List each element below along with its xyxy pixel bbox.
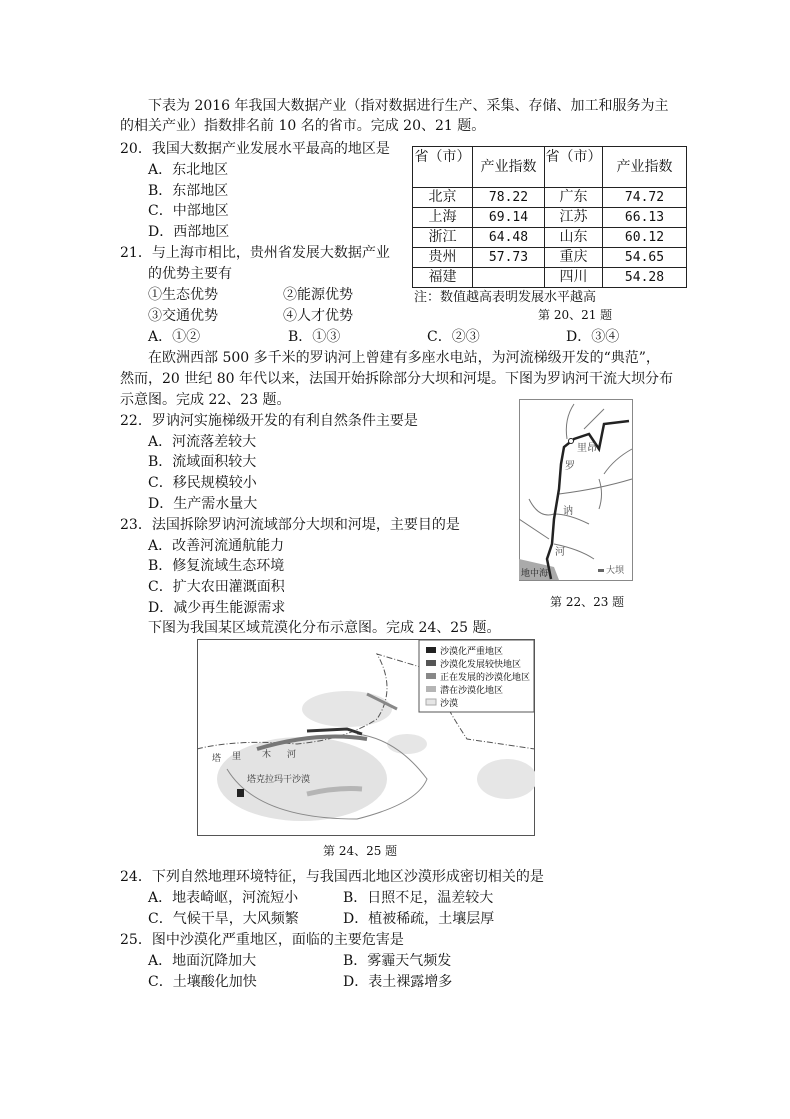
option: A．东北地区 [148, 162, 229, 178]
cell: 广东 [545, 188, 603, 208]
header-cell: 产业指数 [603, 147, 687, 188]
cell: 64.48 [473, 228, 545, 248]
option: D．西部地区 [148, 224, 230, 240]
cell: 四川 [545, 268, 603, 288]
table-row [413, 248, 687, 268]
rhone-river-map [519, 399, 633, 581]
option: B．①③ [288, 329, 341, 345]
map-legend [419, 640, 534, 712]
option: B．日照不足，温差较大 [343, 890, 494, 906]
item: ④人才优势 [283, 308, 353, 324]
question-22: 22．罗讷河实施梯级开发的有利自然条件主要是 [120, 413, 418, 429]
option: B．东部地区 [148, 183, 229, 199]
legend-label: 潜在沙漠化地区 [440, 686, 504, 696]
legend-label: 沙漠化严重地区 [440, 647, 504, 657]
option: B．雾霾天气频发 [343, 953, 452, 969]
map-caption: 第 22、23 题 [550, 595, 625, 609]
map-label: 河 [555, 547, 565, 558]
header-cell: 产业指数 [473, 147, 545, 188]
option: C．移民规模较小 [148, 475, 257, 491]
legend-swatch [426, 647, 436, 653]
intro-text: 然而，20 世纪 80 年代以来，法国开始拆除部分大坝和河堤。下图为罗讷河干流大坝分布 [120, 371, 673, 387]
map-label: 河 [287, 750, 297, 760]
question-24: 24．下列自然地理环境特征，与我国西北地区沙漠形成密切相关的是 [120, 869, 544, 885]
map-label: 里昂 [577, 443, 597, 454]
map-label: 讷 [563, 506, 573, 517]
map-label: 地中海 [521, 569, 549, 579]
option: D．生产需水量大 [148, 496, 258, 512]
item: ①生态优势 [148, 287, 218, 303]
table-caption: 第 20、21 题 [538, 308, 613, 322]
cell: 74.72 [603, 188, 687, 208]
question-21-cont: 的优势主要有 [148, 266, 232, 282]
question-21: 21．与上海市相比，贵州省发展大数据产业 [120, 245, 390, 261]
option: A．改善河流通航能力 [148, 538, 285, 554]
option: C．扩大农田灌溉面积 [148, 579, 285, 595]
map-label: 塔 [212, 754, 222, 764]
dam-legend-icon [598, 569, 604, 572]
option: A．地面沉降加大 [148, 953, 257, 969]
option: A．①② [148, 329, 201, 345]
cell [473, 268, 545, 288]
table-row [413, 268, 687, 288]
question-20: 20．我国大数据产业发展水平最高的地区是 [120, 141, 390, 157]
intro-text: 的相关产业）指数排名前 10 名的省市。完成 20、21 题。 [120, 118, 486, 134]
question-25: 25．图中沙漠化严重地区，面临的主要危害是 [120, 932, 404, 948]
map-label: 塔克拉玛干沙漠 [247, 775, 311, 785]
option: C．气候干旱，大风频繁 [148, 911, 299, 927]
table-header [413, 147, 687, 188]
map-label: 罗 [565, 461, 575, 472]
map-label: 里 [232, 752, 242, 762]
cell: 浙江 [413, 228, 473, 248]
lyon-marker [569, 439, 574, 444]
option: C．中部地区 [148, 203, 229, 219]
option: D．减少再生能源需求 [148, 600, 286, 616]
legend-label: 大坝 [606, 566, 625, 576]
cell: 69.14 [473, 208, 545, 228]
option: B．流域面积较大 [148, 454, 257, 470]
option: A．地表崎岖，河流短小 [148, 890, 299, 906]
cell: 78.22 [473, 188, 545, 208]
option: D．植被稀疏，土壤层厚 [343, 911, 495, 927]
table-note: 注：数值越高表明发展水平越高 [414, 290, 597, 305]
question-23: 23．法国拆除罗讷河流域部分大坝和河堤，主要目的是 [120, 517, 460, 533]
cell: 江苏 [545, 208, 603, 228]
legend-label: 沙漠化发展较快地区 [440, 660, 522, 670]
option: A．河流落差较大 [148, 434, 257, 450]
cell: 山东 [545, 228, 603, 248]
map-caption: 第 24、25 题 [323, 844, 398, 858]
legend-swatch [426, 660, 436, 666]
intro-text: 示意图。完成 22、23 题。 [120, 392, 291, 408]
legend-swatch [426, 686, 436, 692]
header-cell: 省（市） [413, 147, 473, 188]
table-row [413, 228, 687, 248]
legend-swatch [426, 699, 436, 705]
intro-text: 在欧洲西部 500 多千米的罗讷河上曾建有多座水电站，为河流梯级开发的“典范”， [148, 350, 660, 366]
legend-swatch [426, 673, 436, 679]
option: C．土壤酸化加快 [148, 974, 257, 990]
desertification-map [197, 639, 535, 836]
intro-text: 下表为 2016 年我国大数据产业（指对数据进行生产、采集、存储、加工和服务为主 [148, 98, 669, 114]
option: B．修复流域生态环境 [148, 558, 285, 574]
map-label: 木 [262, 750, 272, 760]
option: D．表土裸露增多 [343, 974, 453, 990]
option: C．②③ [427, 329, 480, 345]
cell: 60.12 [603, 228, 687, 248]
data-table [412, 146, 687, 288]
cell: 54.65 [603, 248, 687, 268]
header-cell: 省（市） [545, 147, 603, 188]
cell: 北京 [413, 188, 473, 208]
intro-text: 下图为我国某区域荒漠化分布示意图。完成 24、25 题。 [148, 620, 501, 636]
cell: 57.73 [473, 248, 545, 268]
legend-label: 正在发展的沙漠化地区 [440, 673, 531, 683]
table-row [413, 208, 687, 228]
item: ③交通优势 [148, 308, 218, 324]
cell: 54.28 [603, 268, 687, 288]
cell: 福建 [413, 268, 473, 288]
table-row [413, 188, 687, 208]
option: D．③④ [566, 329, 620, 345]
cell: 66.13 [603, 208, 687, 228]
item: ②能源优势 [283, 287, 353, 303]
legend-label: 沙漠 [440, 699, 459, 709]
cell: 上海 [413, 208, 473, 228]
cell: 重庆 [545, 248, 603, 268]
cell: 贵州 [413, 248, 473, 268]
